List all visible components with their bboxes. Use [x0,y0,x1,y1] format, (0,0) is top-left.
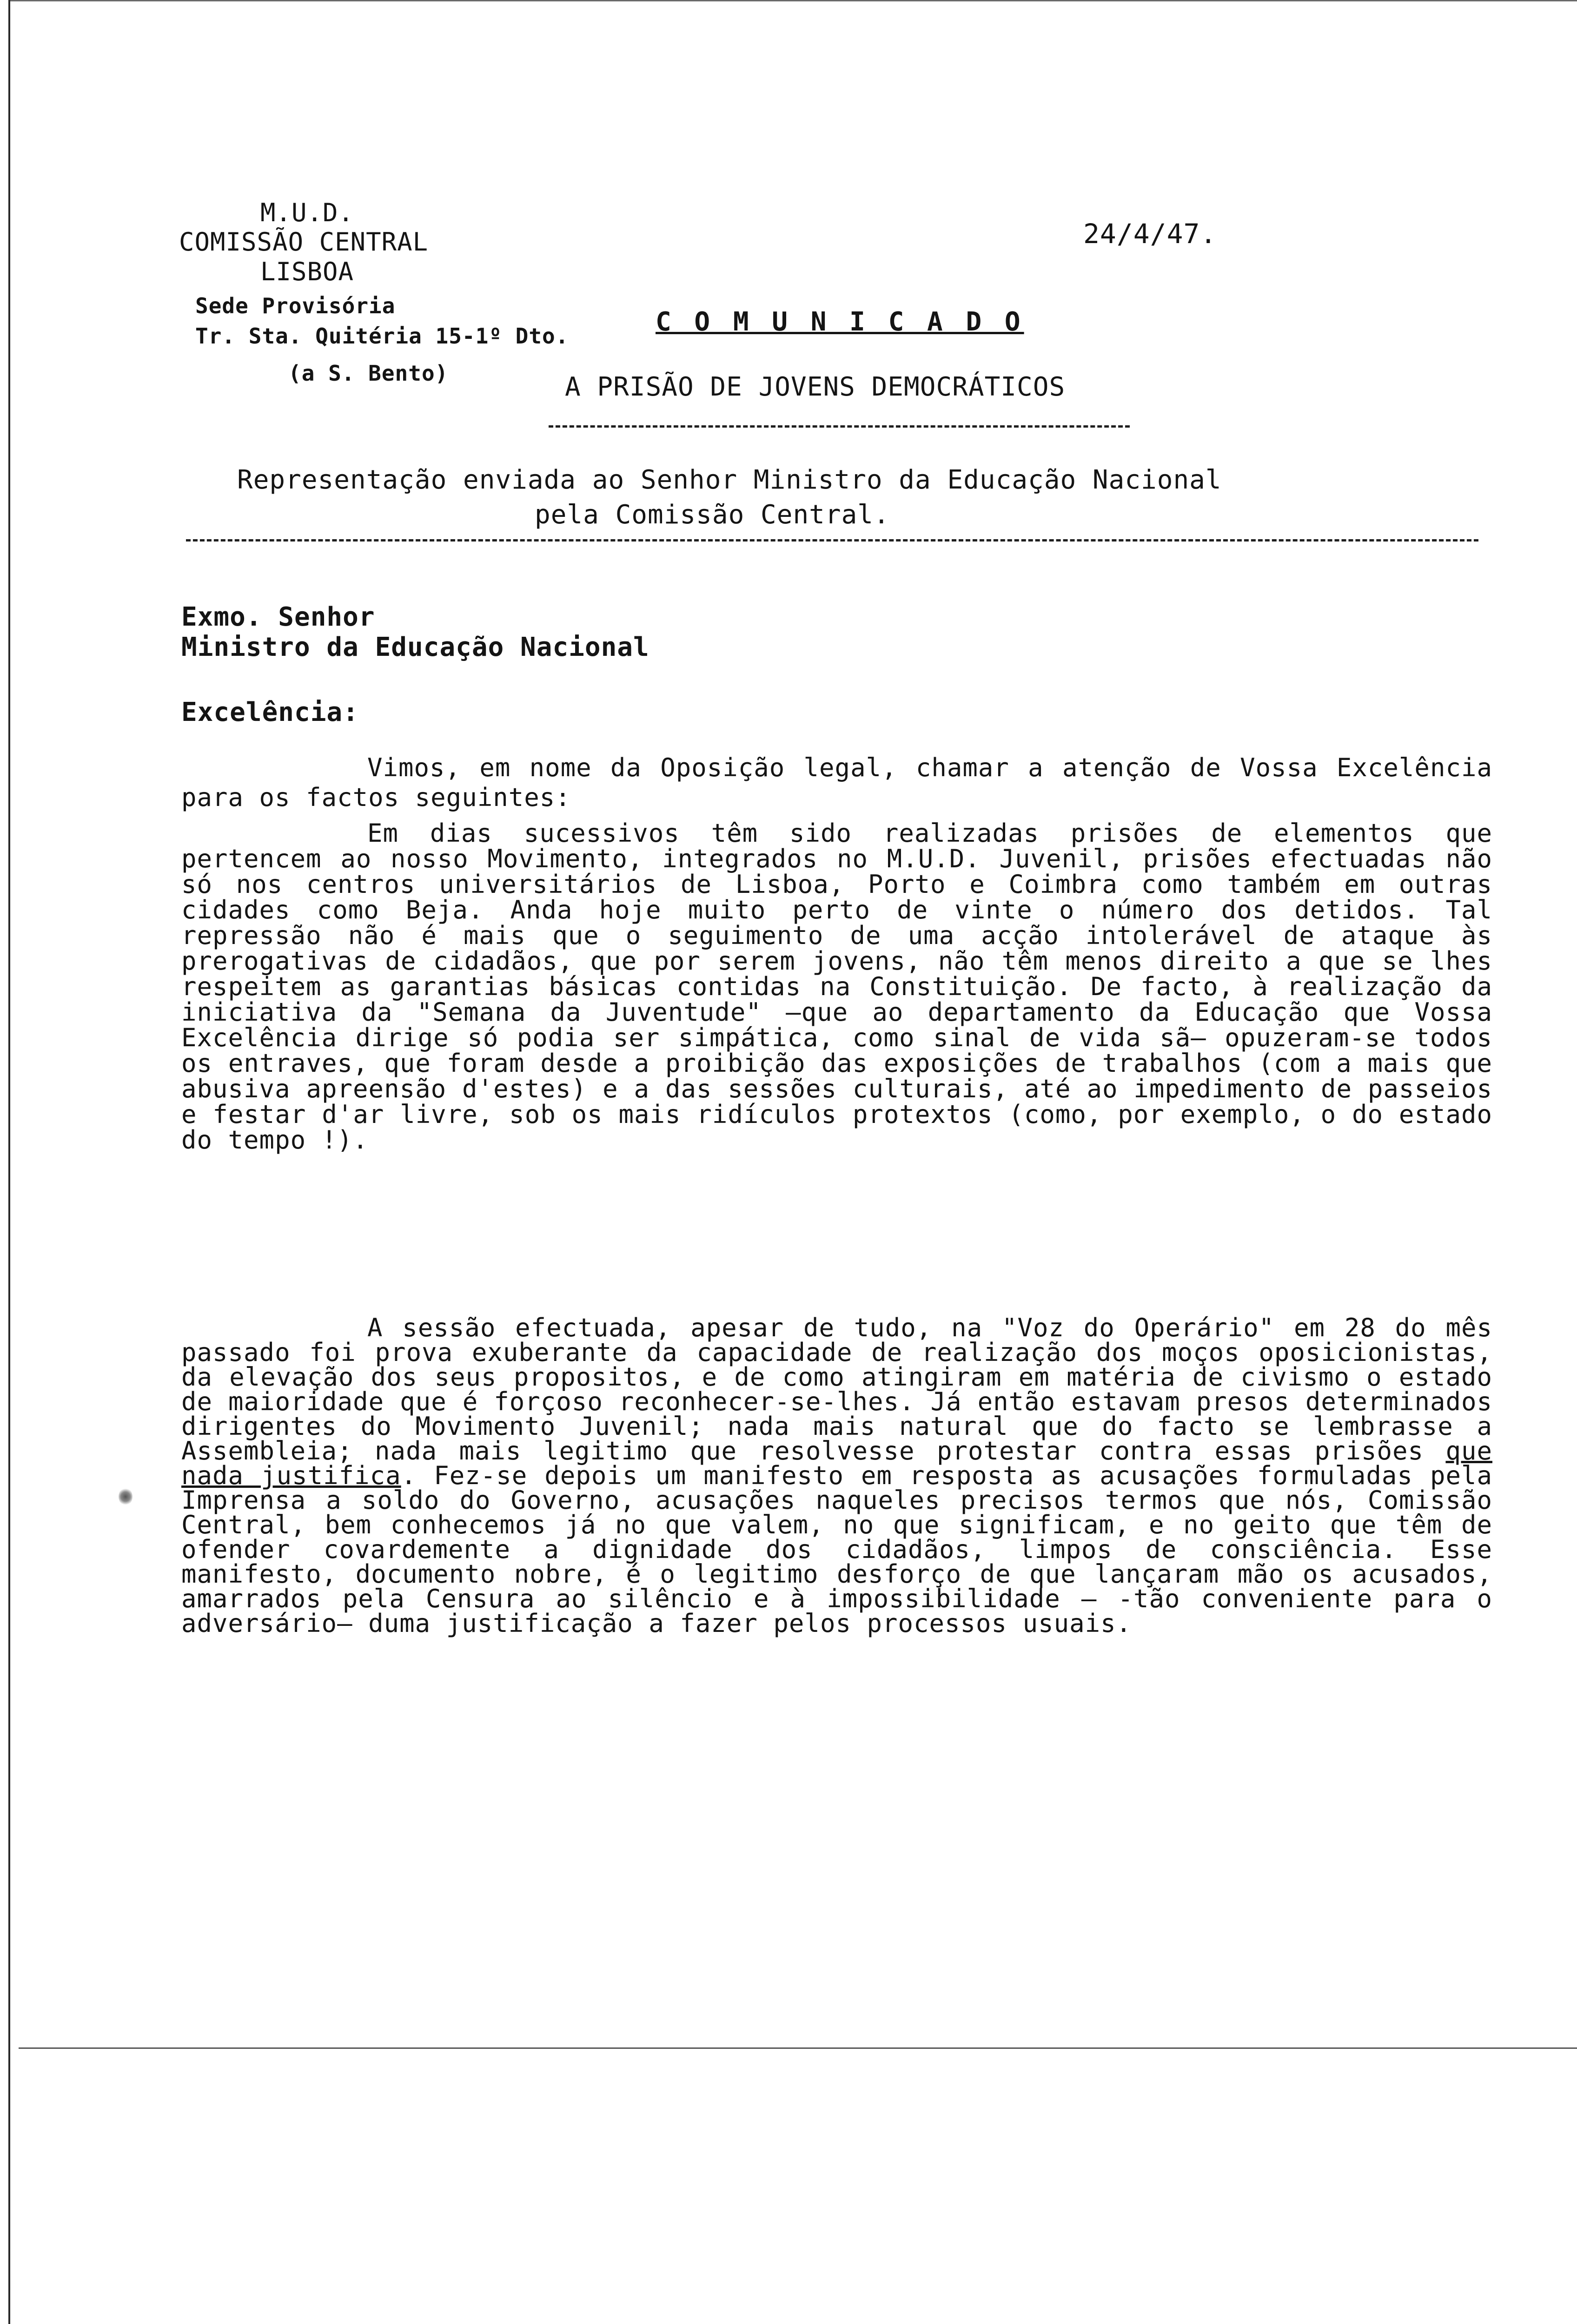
document-type-heading: C O M U N I C A D O [656,307,1024,337]
salutation-line-2: Ministro da Educação Nacional [181,632,649,662]
intro-line-2: pela Comissão Central. [535,500,890,530]
paragraph-3-start: A sessão efectuada, apesar de tudo, na "Voz do Operário" em 28 do mês passado foi prova exuberante da capacidade de realização dos moços oposicionistas, da elevação dos seus propositos, e de como atingiram em matéria de civismo o estado de maioridade que é forçoso reconhecer-se-lhes. Já então estavam presos determinados dirigentes do Movimento Juvenil; nada mais natural que do facto se lembrasse a Assembleia; nada mais legitimo que resolvesse protestar contra essas prisões [181,1313,1492,1466]
paragraph-2: Em dias sucessivos têm sido realizadas prisões de elementos que pertencem ao nosso Movimento, integrados no M.U.D. Juvenil, prisões efectuadas não só nos centros universitários de Lisboa, Porto e Coimbra como também em outras cidades como Beja. Anda hoje muito perto de vinte o número dos detidos. Tal repressão não é mais que o seguimento de uma acção intolerável de ataque às prerogativas de cidadãos, que por serem jovens, não têm menos direito a que se lhes respeitem as garantias básicas contidas na Constituição. De facto, à realização da iniciativa da "Semana da Juventude" —que ao departamento da Educação que Vossa Excelência dirige só podia ser simpática, como sinal de vida sã— opuzeram-se todos os entraves, que foram desde a proibição das exposições de trabalhos (com a mais que abusiva apreensão d'estes) e a das sessões culturais, até ao impedimento de passeios e festar d'ar livre, sob os mais ridículos protextos (como, por exemplo, o do estado do tempo !). [181,819,1492,1155]
letterhead-address: Tr. Sta. Quitéria 15-1º Dto. [195,324,569,349]
intro-divider [186,539,1478,541]
paragraph-3-underlined-phrase: que nada justifica [181,1436,1492,1490]
document-date: 24/4/47. [1083,218,1217,250]
paragraph-3 [181,1315,1492,1636]
scan-smudge [119,1487,133,1506]
salutation-line-1: Exmo. Senhor [181,602,375,632]
letterhead-locality: (a S. Bento) [288,361,449,386]
letterhead-seat-label: Sede Provisória [195,293,396,318]
salutation-address-form: Excelência: [181,697,359,727]
paragraph-3-end: . Fez-se depois um manifesto em resposta as acusações formuladas pela Imprensa a soldo do Governo, acusações naqueles precisos termos que nós, Comissão Central, bem conhecemos já no que valem, no que significam, e no geito que têm de ofender covardemente a dignidade dos cidadãos, limpos de consciência. Esse manifesto, documento nobre, é o legitimo desforço de que lançaram mão os acusados, amarrados pela Censura ao silêncio e à impossibilidade — -tão conveniente para o adversário— duma justificação a fazer pelos processos usuais. [181,1461,1492,1638]
paragraph-1: Vimos, em nome da Oposição legal, chamar a atenção de Vossa Excelência para os factos seguintes: [181,753,1492,812]
page-fold-line [19,2047,1577,2049]
letterhead-city: LISBOA [260,257,354,286]
letterhead-org-name: COMISSÃO CENTRAL [179,227,429,257]
document-headline: A PRISÃO DE JOVENS DEMOCRÁTICOS [565,372,1066,402]
intro-line-1: Representação enviada ao Senhor Ministro da Educação Nacional [237,465,1222,495]
letterhead-org-abbr: M.U.D. [260,198,354,227]
headline-divider [549,425,1130,428]
